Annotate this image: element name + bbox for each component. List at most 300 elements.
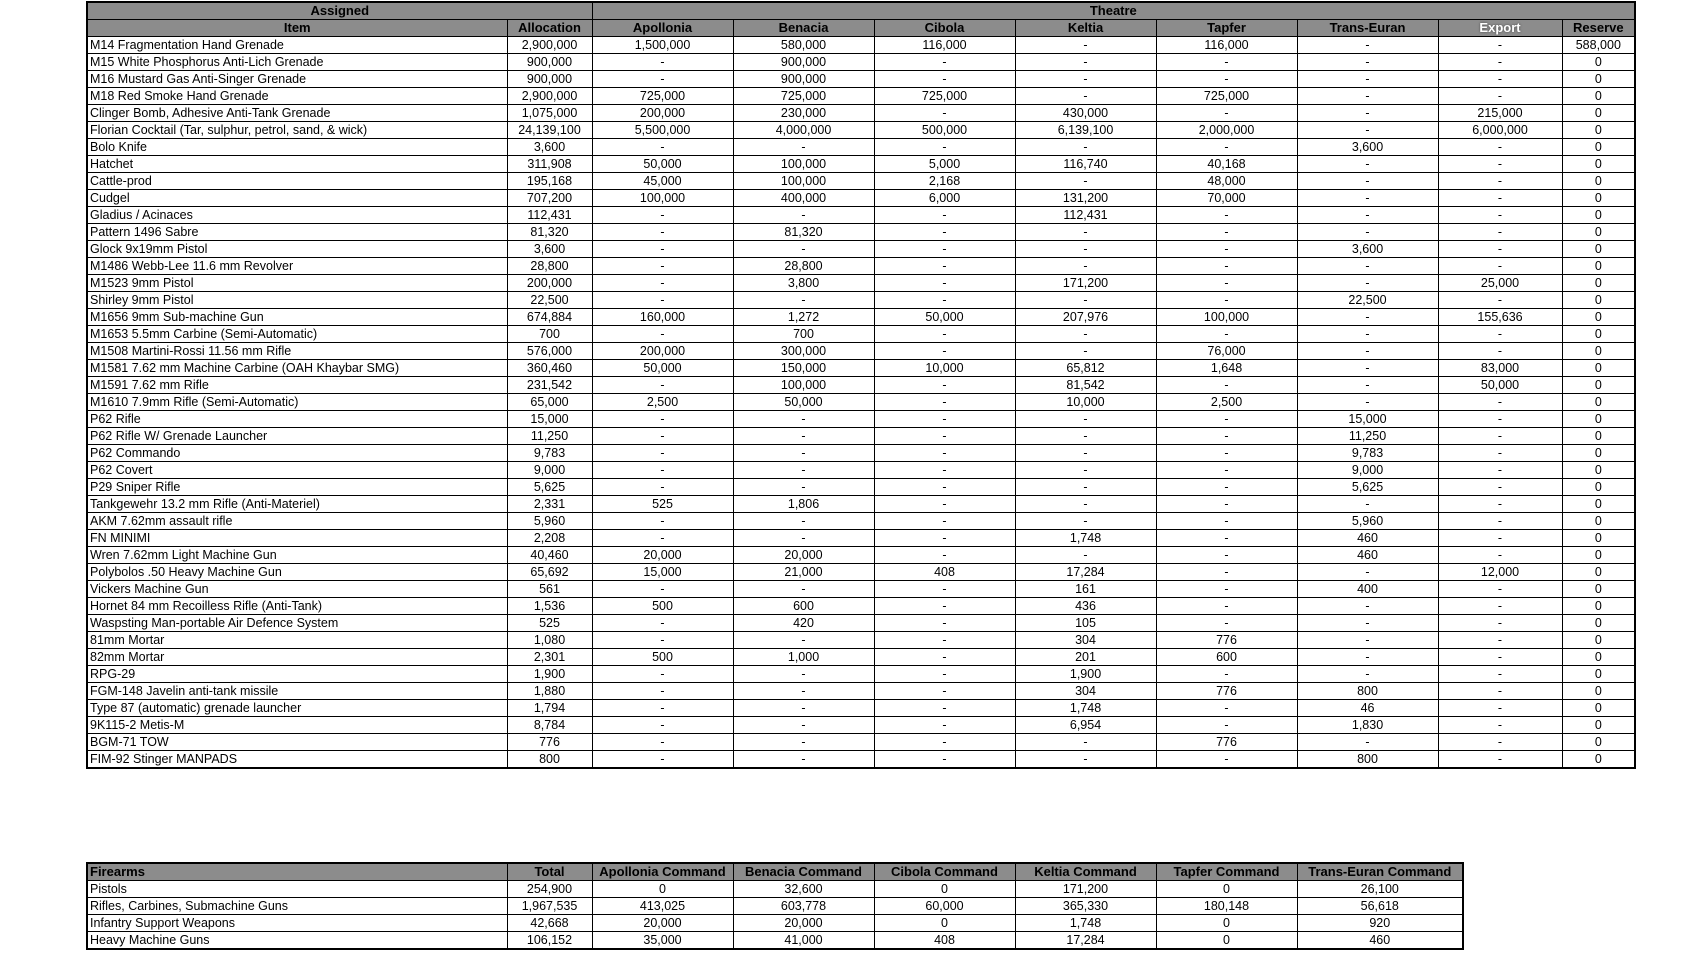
cell-item: P62 Rifle xyxy=(87,411,507,428)
cell-benacia: 150,000 xyxy=(733,360,874,377)
weapons-allocation-table xyxy=(86,1,1636,769)
cell-cibola: - xyxy=(874,326,1015,343)
cell-cibola: 116,000 xyxy=(874,37,1015,54)
cell-cibola: - xyxy=(874,224,1015,241)
cell-keltia: - xyxy=(1015,411,1156,428)
cell-valiant: - xyxy=(1438,479,1562,496)
cell-keltia: 436 xyxy=(1015,598,1156,615)
cell-apollonia: - xyxy=(592,292,733,309)
cell-valiant: - xyxy=(1438,326,1562,343)
cell-reserve: 0 xyxy=(1562,343,1635,360)
cell-benacia: - xyxy=(733,700,874,717)
cell-cibola: 2,168 xyxy=(874,173,1015,190)
cell-apollonia: - xyxy=(592,683,733,700)
cell-allocation: 3,600 xyxy=(507,139,592,156)
cell-item: M1656 9mm Sub-machine Gun xyxy=(87,309,507,326)
cell-benacia: 50,000 xyxy=(733,394,874,411)
table-row xyxy=(87,751,1635,769)
cell-benacia: 3,800 xyxy=(733,275,874,292)
cell-apollonia: - xyxy=(592,462,733,479)
cell-trans-euran: - xyxy=(1297,343,1438,360)
summary-cell-cibola-command: 0 xyxy=(874,915,1015,932)
cell-allocation: 28,800 xyxy=(507,258,592,275)
cell-keltia: 81,542 xyxy=(1015,377,1156,394)
cell-trans-euran: - xyxy=(1297,275,1438,292)
cell-cibola: - xyxy=(874,462,1015,479)
summary-cell-cibola-command: 408 xyxy=(874,932,1015,950)
cell-benacia: - xyxy=(733,241,874,258)
summary-cell-firearms: Infantry Support Weapons xyxy=(87,915,507,932)
cell-apollonia: - xyxy=(592,139,733,156)
export-button[interactable]: Export xyxy=(1479,20,1521,35)
cell-allocation: 195,168 xyxy=(507,173,592,190)
cell-cibola: - xyxy=(874,547,1015,564)
table-row xyxy=(87,37,1635,54)
cell-allocation: 40,460 xyxy=(507,547,592,564)
cell-benacia: - xyxy=(733,530,874,547)
summary-header-keltia-command: Keltia Command xyxy=(1015,863,1156,881)
cell-item: 82mm Mortar xyxy=(87,649,507,666)
summary-cell-firearms: Rifles, Carbines, Submachine Guns xyxy=(87,898,507,915)
theatre-group-header: Theatre xyxy=(592,2,1635,20)
cell-item: Waspsting Man-portable Air Defence System xyxy=(87,615,507,632)
cell-item: Hatchet xyxy=(87,156,507,173)
cell-reserve: 0 xyxy=(1562,88,1635,105)
cell-trans-euran: - xyxy=(1297,71,1438,88)
table-row xyxy=(87,309,1635,326)
cell-trans-euran: - xyxy=(1297,309,1438,326)
cell-keltia: - xyxy=(1015,479,1156,496)
cell-reserve: 0 xyxy=(1562,581,1635,598)
cell-reserve: 0 xyxy=(1562,224,1635,241)
cell-item: Tankgewehr 13.2 mm Rifle (Anti-Materiel) xyxy=(87,496,507,513)
cell-trans-euran: - xyxy=(1297,598,1438,615)
summary-cell-total: 42,668 xyxy=(507,915,592,932)
cell-allocation: 1,794 xyxy=(507,700,592,717)
cell-reserve: 0 xyxy=(1562,411,1635,428)
cell-keltia: 207,976 xyxy=(1015,309,1156,326)
summary-cell-trans-euran-command: 460 xyxy=(1297,932,1463,950)
cell-apollonia: 200,000 xyxy=(592,105,733,122)
cell-keltia: 171,200 xyxy=(1015,275,1156,292)
cell-valiant: - xyxy=(1438,241,1562,258)
cell-benacia: - xyxy=(733,428,874,445)
cell-cibola: - xyxy=(874,207,1015,224)
cell-cibola: - xyxy=(874,343,1015,360)
cell-trans-euran: 5,960 xyxy=(1297,513,1438,530)
cell-reserve: 0 xyxy=(1562,156,1635,173)
cell-valiant: - xyxy=(1438,547,1562,564)
cell-trans-euran: - xyxy=(1297,224,1438,241)
cell-tapfer: 776 xyxy=(1156,632,1297,649)
cell-tapfer: - xyxy=(1156,445,1297,462)
cell-tapfer: - xyxy=(1156,666,1297,683)
cell-item: M1486 Webb-Lee 11.6 mm Revolver xyxy=(87,258,507,275)
cell-tapfer: - xyxy=(1156,207,1297,224)
cell-tapfer: - xyxy=(1156,462,1297,479)
cell-trans-euran: - xyxy=(1297,258,1438,275)
cell-benacia: 100,000 xyxy=(733,156,874,173)
cell-item: Vickers Machine Gun xyxy=(87,581,507,598)
cell-tapfer: 100,000 xyxy=(1156,309,1297,326)
cell-trans-euran: - xyxy=(1297,105,1438,122)
table-row xyxy=(87,71,1635,88)
cell-allocation: 15,000 xyxy=(507,411,592,428)
summary-cell-total: 1,967,535 xyxy=(507,898,592,915)
cell-apollonia: - xyxy=(592,54,733,71)
cell-benacia: - xyxy=(733,462,874,479)
cell-trans-euran: - xyxy=(1297,615,1438,632)
cell-cibola: - xyxy=(874,700,1015,717)
table-row xyxy=(87,598,1635,615)
cell-benacia: 20,000 xyxy=(733,547,874,564)
cell-item: M1591 7.62 mm Rifle xyxy=(87,377,507,394)
cell-apollonia: - xyxy=(592,207,733,224)
cell-cibola: - xyxy=(874,411,1015,428)
cell-keltia: - xyxy=(1015,343,1156,360)
cell-apollonia: 500 xyxy=(592,649,733,666)
summary-cell-apollonia-command: 20,000 xyxy=(592,915,733,932)
cell-allocation: 81,320 xyxy=(507,224,592,241)
summary-cell-tapfer-command: 0 xyxy=(1156,881,1297,898)
cell-reserve: 0 xyxy=(1562,462,1635,479)
cell-trans-euran: - xyxy=(1297,666,1438,683)
cell-benacia: 580,000 xyxy=(733,37,874,54)
cell-keltia: - xyxy=(1015,445,1156,462)
cell-allocation: 9,000 xyxy=(507,462,592,479)
cell-cibola: - xyxy=(874,598,1015,615)
table-row xyxy=(87,530,1635,547)
cell-item: BGM-71 TOW xyxy=(87,734,507,751)
cell-apollonia: - xyxy=(592,581,733,598)
cell-allocation: 561 xyxy=(507,581,592,598)
cell-cibola: - xyxy=(874,428,1015,445)
cell-item: M18 Red Smoke Hand Grenade xyxy=(87,88,507,105)
summary-header-trans-euran-command: Trans-Euran Command xyxy=(1297,863,1463,881)
column-header-benacia: Benacia xyxy=(733,20,874,37)
summary-header-cibola-command: Cibola Command xyxy=(874,863,1015,881)
cell-keltia: 6,954 xyxy=(1015,717,1156,734)
table-row xyxy=(87,156,1635,173)
cell-allocation: 674,884 xyxy=(507,309,592,326)
cell-reserve: 0 xyxy=(1562,683,1635,700)
cell-apollonia: - xyxy=(592,700,733,717)
table-row xyxy=(87,190,1635,207)
cell-trans-euran: - xyxy=(1297,326,1438,343)
summary-cell-apollonia-command: 35,000 xyxy=(592,932,733,950)
cell-apollonia: 200,000 xyxy=(592,343,733,360)
cell-cibola: - xyxy=(874,139,1015,156)
cell-allocation: 22,500 xyxy=(507,292,592,309)
cell-reserve: 0 xyxy=(1562,377,1635,394)
cell-item: P62 Rifle W/ Grenade Launcher xyxy=(87,428,507,445)
summary-cell-benacia-command: 603,778 xyxy=(733,898,874,915)
cell-apollonia: 100,000 xyxy=(592,190,733,207)
cell-cibola: 50,000 xyxy=(874,309,1015,326)
cell-cibola: - xyxy=(874,445,1015,462)
cell-valiant: 155,636 xyxy=(1438,309,1562,326)
cell-trans-euran: - xyxy=(1297,54,1438,71)
cell-tapfer: - xyxy=(1156,54,1297,71)
cell-reserve: 0 xyxy=(1562,207,1635,224)
cell-tapfer: - xyxy=(1156,479,1297,496)
cell-apollonia: - xyxy=(592,479,733,496)
cell-reserve: 0 xyxy=(1562,734,1635,751)
cell-cibola: - xyxy=(874,751,1015,769)
cell-reserve: 0 xyxy=(1562,394,1635,411)
table-row xyxy=(87,513,1635,530)
cell-reserve: 0 xyxy=(1562,615,1635,632)
cell-benacia: 400,000 xyxy=(733,190,874,207)
table-row xyxy=(87,547,1635,564)
cell-benacia: - xyxy=(733,717,874,734)
cell-valiant: 6,000,000 xyxy=(1438,122,1562,139)
cell-item: 81mm Mortar xyxy=(87,632,507,649)
column-header-cibola: Cibola xyxy=(874,20,1015,37)
table-row xyxy=(87,377,1635,394)
summary-cell-benacia-command: 41,000 xyxy=(733,932,874,950)
table-row xyxy=(87,717,1635,734)
assigned-group-header: Assigned xyxy=(87,2,592,20)
cell-reserve: 0 xyxy=(1562,479,1635,496)
cell-cibola: 6,000 xyxy=(874,190,1015,207)
cell-benacia: - xyxy=(733,683,874,700)
cell-apollonia: 20,000 xyxy=(592,547,733,564)
cell-trans-euran: - xyxy=(1297,394,1438,411)
cell-apollonia: 500 xyxy=(592,598,733,615)
cell-tapfer: 48,000 xyxy=(1156,173,1297,190)
cell-benacia: - xyxy=(733,139,874,156)
cell-apollonia: 725,000 xyxy=(592,88,733,105)
cell-tapfer: 70,000 xyxy=(1156,190,1297,207)
cell-cibola: - xyxy=(874,615,1015,632)
cell-valiant: - xyxy=(1438,666,1562,683)
cell-tapfer: - xyxy=(1156,377,1297,394)
cell-allocation: 5,625 xyxy=(507,479,592,496)
cell-allocation: 707,200 xyxy=(507,190,592,207)
summary-cell-trans-euran-command: 26,100 xyxy=(1297,881,1463,898)
cell-reserve: 0 xyxy=(1562,496,1635,513)
cell-apollonia: - xyxy=(592,751,733,769)
cell-cibola: 725,000 xyxy=(874,88,1015,105)
cell-valiant: - xyxy=(1438,530,1562,547)
cell-apollonia: - xyxy=(592,258,733,275)
cell-cibola: 5,000 xyxy=(874,156,1015,173)
cell-item: M1523 9mm Pistol xyxy=(87,275,507,292)
cell-keltia: - xyxy=(1015,547,1156,564)
cell-benacia: 900,000 xyxy=(733,54,874,71)
cell-tapfer: - xyxy=(1156,241,1297,258)
cell-tapfer: - xyxy=(1156,513,1297,530)
cell-allocation: 65,000 xyxy=(507,394,592,411)
cell-item: Cudgel xyxy=(87,190,507,207)
summary-cell-apollonia-command: 413,025 xyxy=(592,898,733,915)
cell-apollonia: 50,000 xyxy=(592,360,733,377)
cell-item: FIM-92 Stinger MANPADS xyxy=(87,751,507,769)
cell-valiant: - xyxy=(1438,292,1562,309)
cell-benacia: 4,000,000 xyxy=(733,122,874,139)
cell-reserve: 0 xyxy=(1562,751,1635,769)
cell-tapfer: - xyxy=(1156,581,1297,598)
table-row xyxy=(87,360,1635,377)
cell-cibola: - xyxy=(874,513,1015,530)
cell-item: AKM 7.62mm assault rifle xyxy=(87,513,507,530)
cell-item: Florian Cocktail (Tar, sulphur, petrol, sand, & wick) xyxy=(87,122,507,139)
cell-valiant: 25,000 xyxy=(1438,275,1562,292)
cell-benacia: 230,000 xyxy=(733,105,874,122)
cell-allocation: 1,075,000 xyxy=(507,105,592,122)
summary-cell-benacia-command: 20,000 xyxy=(733,915,874,932)
cell-keltia: - xyxy=(1015,496,1156,513)
cell-benacia: 1,806 xyxy=(733,496,874,513)
cell-allocation: 576,000 xyxy=(507,343,592,360)
cell-valiant: - xyxy=(1438,649,1562,666)
cell-keltia: - xyxy=(1015,751,1156,769)
table-row xyxy=(87,173,1635,190)
table-row xyxy=(87,54,1635,71)
cell-cibola: - xyxy=(874,581,1015,598)
summary-cell-firearms: Pistols xyxy=(87,881,507,898)
cell-trans-euran: 3,600 xyxy=(1297,241,1438,258)
cell-reserve: 0 xyxy=(1562,717,1635,734)
cell-keltia: 10,000 xyxy=(1015,394,1156,411)
table-row xyxy=(87,428,1635,445)
firearms-summary-table xyxy=(86,862,1464,950)
cell-valiant: - xyxy=(1438,173,1562,190)
cell-allocation: 800 xyxy=(507,751,592,769)
cell-cibola: - xyxy=(874,496,1015,513)
cell-allocation: 1,536 xyxy=(507,598,592,615)
table-row xyxy=(87,734,1635,751)
cell-item: FN MINIMI xyxy=(87,530,507,547)
cell-cibola: - xyxy=(874,275,1015,292)
cell-allocation: 200,000 xyxy=(507,275,592,292)
cell-tapfer: - xyxy=(1156,224,1297,241)
cell-apollonia: 45,000 xyxy=(592,173,733,190)
cell-keltia: - xyxy=(1015,462,1156,479)
cell-keltia: - xyxy=(1015,88,1156,105)
cell-allocation: 525 xyxy=(507,615,592,632)
cell-trans-euran: - xyxy=(1297,190,1438,207)
cell-reserve: 0 xyxy=(1562,666,1635,683)
cell-valiant: - xyxy=(1438,717,1562,734)
cell-item: M15 White Phosphorus Anti-Lich Grenade xyxy=(87,54,507,71)
cell-valiant: - xyxy=(1438,513,1562,530)
cell-allocation: 65,692 xyxy=(507,564,592,581)
cell-benacia: 420 xyxy=(733,615,874,632)
column-header-reserve: Reserve xyxy=(1562,20,1635,37)
cell-item: Pattern 1496 Sabre xyxy=(87,224,507,241)
summary-cell-tapfer-command: 0 xyxy=(1156,932,1297,950)
cell-trans-euran: - xyxy=(1297,173,1438,190)
summary-cell-cibola-command: 0 xyxy=(874,881,1015,898)
cell-tapfer: 600 xyxy=(1156,649,1297,666)
cell-tapfer: 776 xyxy=(1156,734,1297,751)
cell-valiant: - xyxy=(1438,734,1562,751)
summary-cell-apollonia-command: 0 xyxy=(592,881,733,898)
cell-tapfer: 776 xyxy=(1156,683,1297,700)
cell-allocation: 1,080 xyxy=(507,632,592,649)
cell-benacia: - xyxy=(733,411,874,428)
cell-tapfer: 2,000,000 xyxy=(1156,122,1297,139)
cell-benacia: - xyxy=(733,632,874,649)
cell-apollonia: - xyxy=(592,445,733,462)
cell-apollonia: 160,000 xyxy=(592,309,733,326)
table-row xyxy=(87,88,1635,105)
cell-benacia: 300,000 xyxy=(733,343,874,360)
cell-apollonia: - xyxy=(592,615,733,632)
table-row xyxy=(87,632,1635,649)
cell-tapfer: - xyxy=(1156,275,1297,292)
table-row xyxy=(87,479,1635,496)
cell-trans-euran: 11,250 xyxy=(1297,428,1438,445)
cell-trans-euran: - xyxy=(1297,377,1438,394)
cell-tapfer: 2,500 xyxy=(1156,394,1297,411)
cell-valiant: - xyxy=(1438,71,1562,88)
cell-tapfer: - xyxy=(1156,751,1297,769)
summary-cell-trans-euran-command: 56,618 xyxy=(1297,898,1463,915)
cell-reserve: 0 xyxy=(1562,445,1635,462)
cell-trans-euran: - xyxy=(1297,156,1438,173)
table-row xyxy=(87,207,1635,224)
cell-item: P62 Covert xyxy=(87,462,507,479)
table-row xyxy=(87,224,1635,241)
cell-tapfer: 1,648 xyxy=(1156,360,1297,377)
cell-trans-euran: - xyxy=(1297,496,1438,513)
cell-reserve: 0 xyxy=(1562,71,1635,88)
cell-reserve: 0 xyxy=(1562,258,1635,275)
summary-cell-keltia-command: 171,200 xyxy=(1015,881,1156,898)
cell-allocation: 2,900,000 xyxy=(507,88,592,105)
cell-apollonia: 1,500,000 xyxy=(592,37,733,54)
cell-apollonia: - xyxy=(592,666,733,683)
cell-item: M1653 5.5mm Carbine (Semi-Automatic) xyxy=(87,326,507,343)
cell-trans-euran: 46 xyxy=(1297,700,1438,717)
cell-apollonia: 2,500 xyxy=(592,394,733,411)
cell-cibola: - xyxy=(874,683,1015,700)
cell-keltia: 1,748 xyxy=(1015,700,1156,717)
cell-reserve: 0 xyxy=(1562,326,1635,343)
cell-keltia: 131,200 xyxy=(1015,190,1156,207)
cell-benacia: 100,000 xyxy=(733,377,874,394)
cell-trans-euran: 460 xyxy=(1297,547,1438,564)
cell-reserve: 0 xyxy=(1562,105,1635,122)
cell-trans-euran: 800 xyxy=(1297,751,1438,769)
cell-apollonia: 5,500,000 xyxy=(592,122,733,139)
cell-trans-euran: 1,830 xyxy=(1297,717,1438,734)
table-row xyxy=(87,394,1635,411)
cell-valiant: - xyxy=(1438,88,1562,105)
cell-keltia: - xyxy=(1015,241,1156,258)
table-row xyxy=(87,411,1635,428)
summary-cell-total: 106,152 xyxy=(507,932,592,950)
cell-benacia: 100,000 xyxy=(733,173,874,190)
table-row xyxy=(87,564,1635,581)
cell-cibola: 408 xyxy=(874,564,1015,581)
table-row xyxy=(87,105,1635,122)
cell-keltia: 6,139,100 xyxy=(1015,122,1156,139)
cell-valiant: - xyxy=(1438,615,1562,632)
summary-header-benacia-command: Benacia Command xyxy=(733,863,874,881)
cell-trans-euran: - xyxy=(1297,207,1438,224)
cell-cibola: - xyxy=(874,734,1015,751)
cell-benacia: 1,000 xyxy=(733,649,874,666)
summary-cell-firearms: Heavy Machine Guns xyxy=(87,932,507,950)
cell-keltia: 304 xyxy=(1015,632,1156,649)
cell-valiant: - xyxy=(1438,54,1562,71)
cell-apollonia: 50,000 xyxy=(592,156,733,173)
cell-item: P29 Sniper Rifle xyxy=(87,479,507,496)
